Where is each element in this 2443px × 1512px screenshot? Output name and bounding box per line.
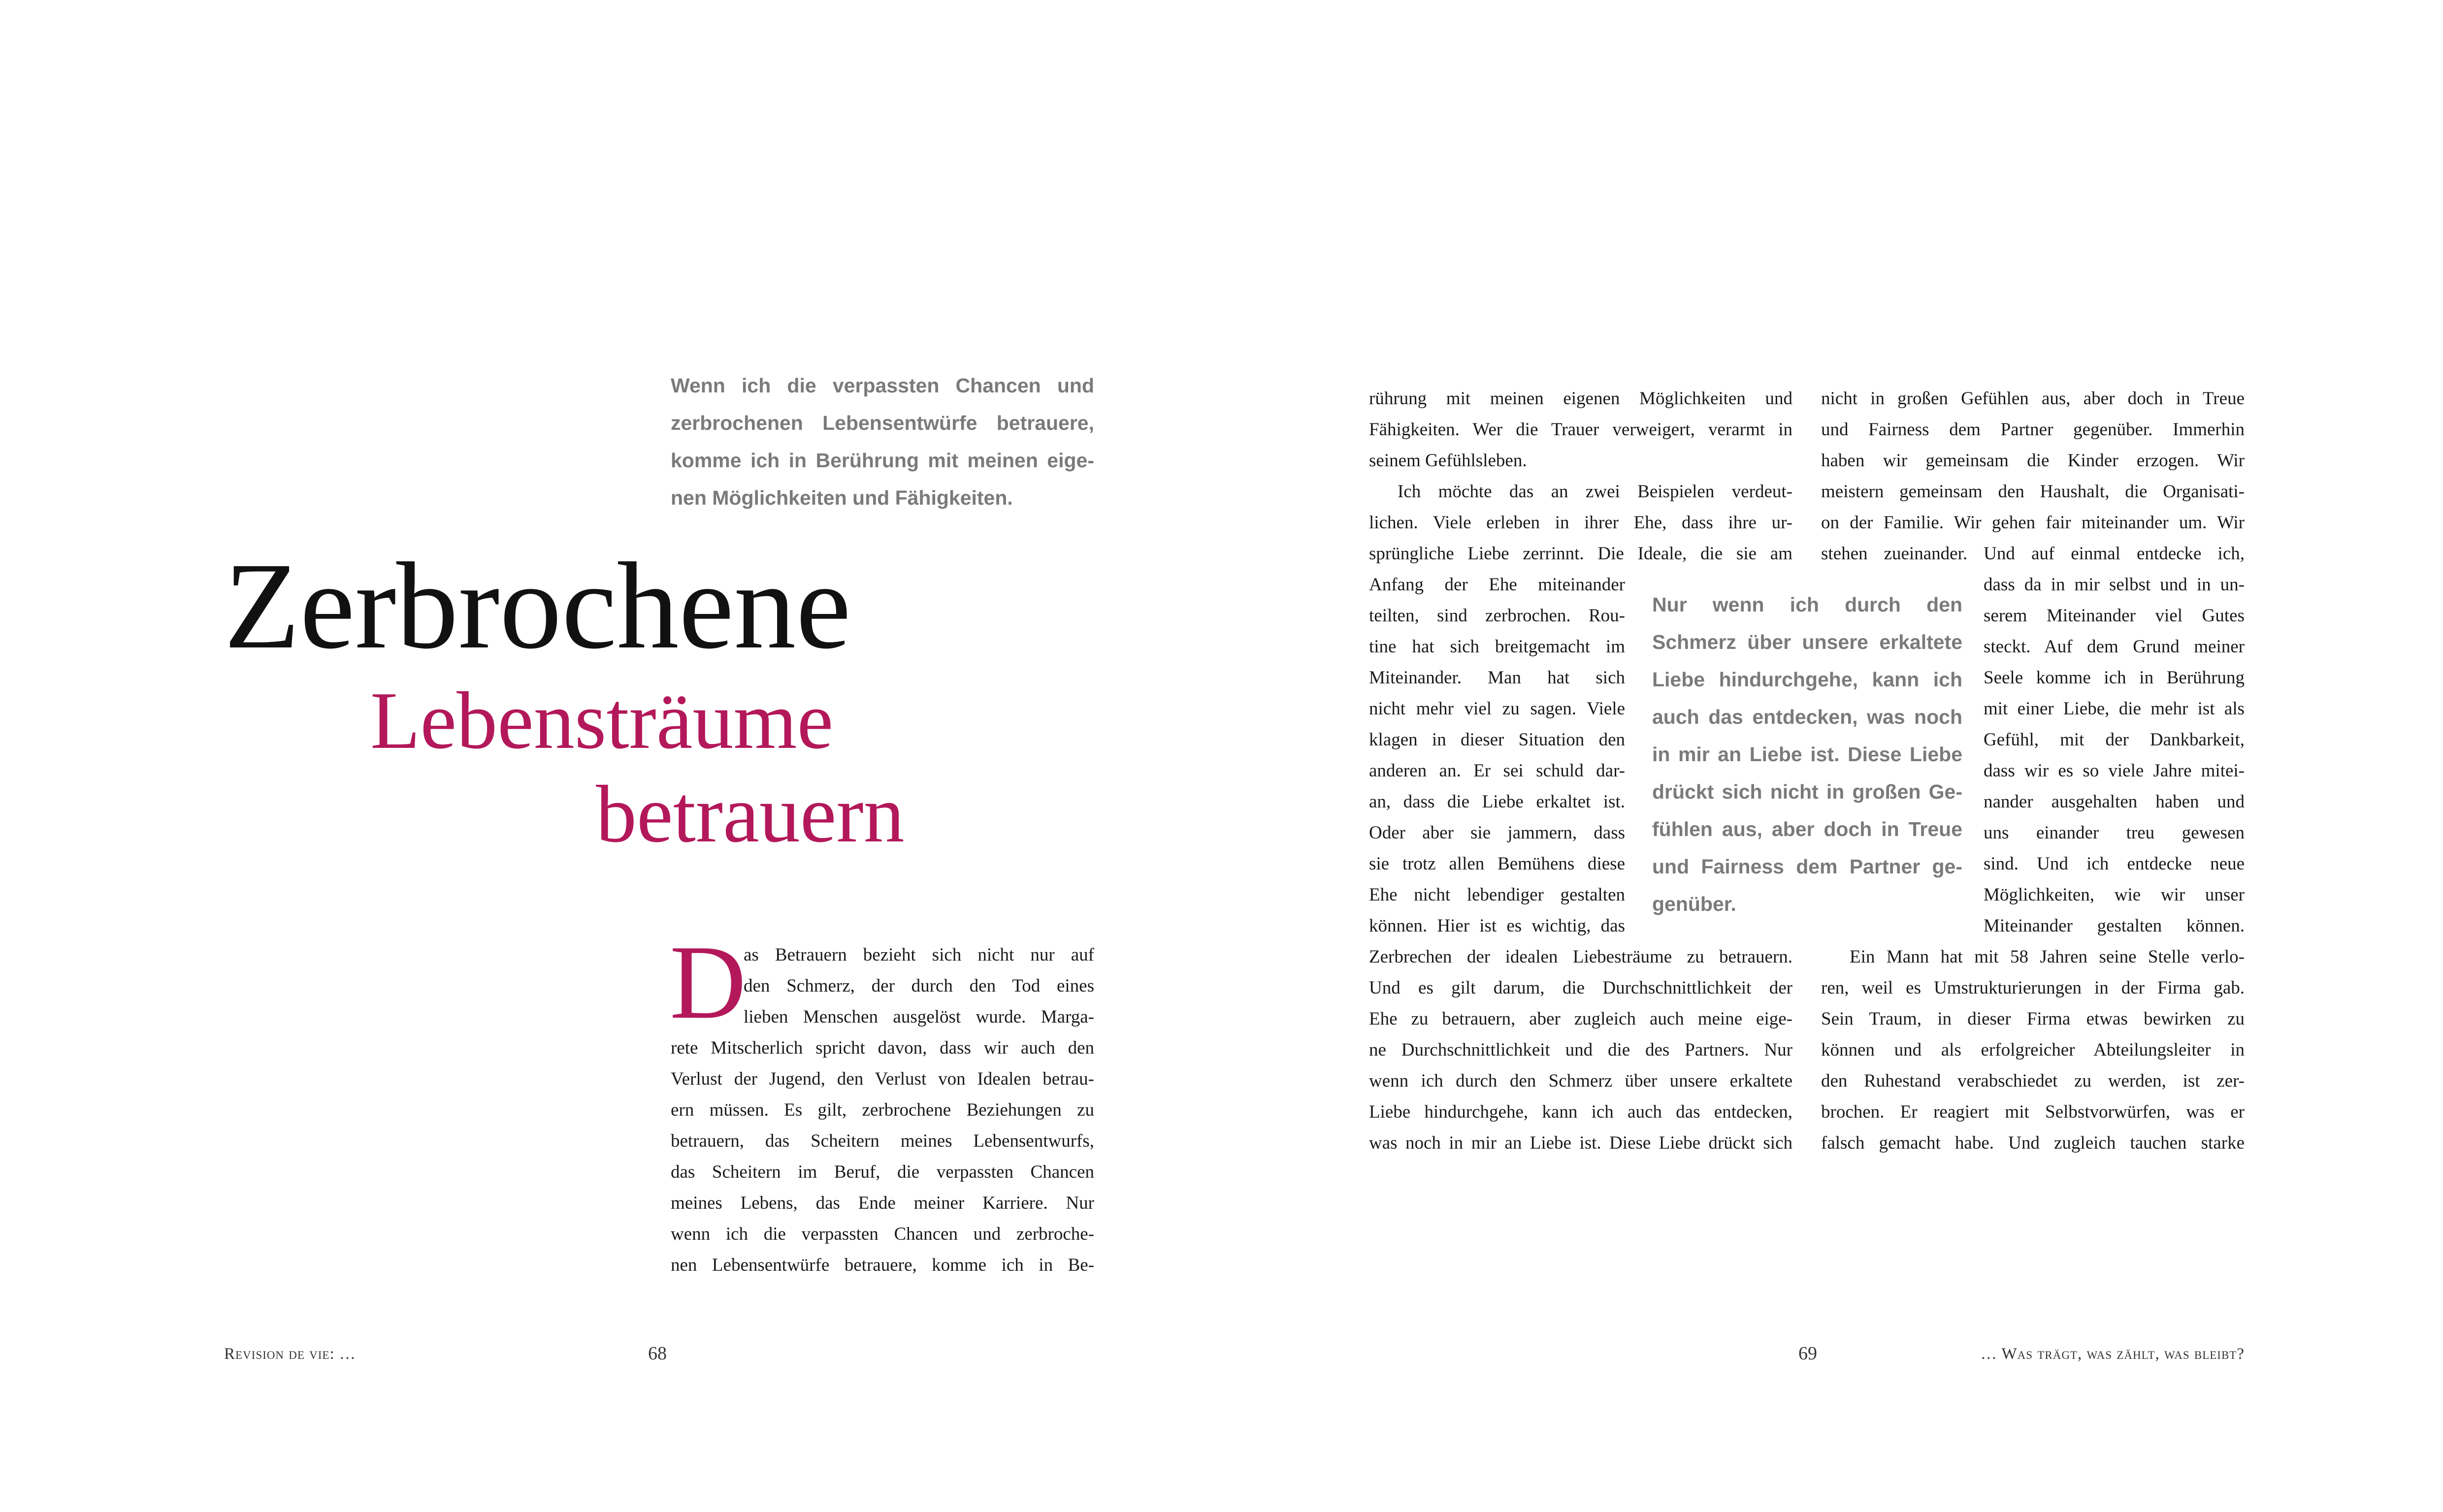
body-line: tine hat sich breitgemacht im	[1369, 637, 1625, 657]
body-line: können und als erfolgreicher Abteilungsleiter in	[1821, 1040, 2245, 1060]
body-line: ren, weil es Umstrukturierungen in der Firma gab.	[1821, 978, 2245, 998]
body-line: was noch in mir an Liebe ist. Diese Liebe drückt sich	[1369, 1133, 1792, 1153]
body-line: rete Mitscherlich spricht davon, dass wir auch den	[671, 1038, 1094, 1058]
body-line: stehen zueinander. Und auf einmal entdecke ich,	[1821, 544, 2245, 564]
body-line: nicht in großen Gefühlen aus, aber doch in Treue	[1821, 388, 2245, 409]
pull-quote-line: auch das entdecken, was noch	[1652, 706, 1962, 728]
body-line: Seele komme ich in Berührung	[1984, 668, 2245, 688]
body-line: Fähigkeiten. Wer die Trauer verweigert, verarmt in	[1369, 419, 1792, 440]
body-line: nander ausgehalten haben und	[1984, 792, 2245, 812]
page-number-right: 69	[1798, 1343, 1817, 1364]
body-line: lichen. Viele erleben in ihrer Ehe, dass ihre ur-	[1369, 513, 1792, 533]
body-line: ern müssen. Es gilt, zerbrochene Beziehungen zu	[671, 1100, 1094, 1120]
pull-quote-line: Schmerz über unsere erkaltete	[1652, 631, 1962, 653]
body-line: dass da in mir selbst und in un-	[1984, 575, 2245, 595]
body-line: anderen an. Er sei schuld dar-	[1369, 761, 1625, 781]
body-line: serem Miteinander viel Gutes	[1984, 606, 2245, 626]
body-line: dass wir es so viele Jahre mitei-	[1984, 761, 2245, 781]
body-line: Möglichkeiten, wie wir unser	[1984, 885, 2245, 905]
body-line: an, dass die Liebe erkaltet ist.	[1369, 792, 1625, 812]
intro-line: zerbrochenen Lebensentwürfe betrauere,	[671, 412, 1094, 434]
body-line: meines Lebens, das Ende meiner Karriere. Nur	[671, 1193, 1094, 1213]
pull-quote-line: in mir an Liebe ist. Diese Liebe	[1652, 743, 1962, 766]
body-line: sind. Und ich entdecke neue	[1984, 854, 2245, 874]
body-line: den Ruhestand verabschiedet zu werden, ist zer-	[1821, 1071, 2245, 1091]
intro-line: komme ich in Berührung mit meinen eige-	[671, 449, 1094, 472]
body-line: uns einander treu gewesen	[1984, 823, 2245, 843]
body-line: Sein Traum, in dieser Firma etwas bewirken zu	[1821, 1009, 2245, 1029]
body-line: on der Familie. Wir gehen fair miteinander um. Wir	[1821, 513, 2245, 533]
pull-quote-line: Nur wenn ich durch den	[1652, 593, 1962, 616]
body-line: haben wir gemeinsam die Kinder erzogen. Wir	[1821, 450, 2245, 471]
body-line: Und es gilt darum, die Durchschnittlichkeit der	[1369, 978, 1792, 998]
body-line: wenn ich die verpassten Chancen und zerbroche-	[671, 1224, 1094, 1244]
body-line: ne Durchschnittlichkeit und die des Partners. Nur	[1369, 1040, 1792, 1060]
chapter-subtitle-line1: Lebensträume	[370, 675, 834, 766]
pull-quote-line: Liebe hindurchgehe, kann ich	[1652, 668, 1962, 691]
body-line: Zerbrechen der idealen Liebesträume zu betrauern.	[1369, 947, 1792, 967]
drop-cap: D	[670, 923, 747, 1041]
pull-quote-line: genüber.	[1652, 893, 1736, 915]
running-head-right: … Was trägt, was zählt, was bleibt?	[1980, 1345, 2245, 1363]
body-line: Ehe zu betrauern, aber zugleich auch meine eige-	[1369, 1009, 1792, 1029]
body-line: Verlust der Jugend, den Verlust von Idealen betrau-	[671, 1069, 1094, 1089]
body-line: Ein Mann hat mit 58 Jahren seine Stelle verlo-	[1850, 947, 2245, 967]
body-line: Miteinander. Man hat sich	[1369, 668, 1625, 688]
body-line: Miteinander gestalten können.	[1984, 916, 2245, 936]
body-line: und Fairness dem Partner gegenüber. Immerhin	[1821, 419, 2245, 440]
pull-quote-line: und Fairness dem Partner ge-	[1652, 855, 1962, 878]
body-line: mit einer Liebe, die mehr ist als	[1984, 699, 2245, 719]
body-line: sie trotz allen Bemühens diese	[1369, 854, 1625, 874]
chapter-title: Zerbrochene	[224, 537, 851, 675]
body-line: lieben Menschen ausgelöst wurde. Marga-	[744, 1007, 1094, 1027]
intro-line: Wenn ich die verpassten Chancen und	[671, 374, 1094, 397]
pull-quote-line: drückt sich nicht in großen Ge-	[1652, 780, 1962, 803]
running-head-left: Revision de vie: …	[224, 1345, 356, 1363]
body-line: meistern gemeinsam den Haushalt, die Organisati-	[1821, 482, 2245, 502]
body-line: falsch gemacht habe. Und zugleich tauchen starke	[1821, 1133, 2245, 1153]
body-line: Liebe hindurchgehe, kann ich auch das entdecken,	[1369, 1102, 1792, 1122]
chapter-subtitle-line2: betrauern	[596, 769, 905, 859]
body-line: betrauern, das Scheitern meines Lebensentwurfs,	[671, 1131, 1094, 1151]
body-line: Oder aber sie jammern, dass	[1369, 823, 1625, 843]
pull-quote-line: fühlen aus, aber doch in Treue	[1652, 818, 1962, 840]
body-line: den Schmerz, der durch den Tod eines	[744, 976, 1094, 996]
body-line: brochen. Er reagiert mit Selbstvorwürfen, was er	[1821, 1102, 2245, 1122]
body-line: teilten, sind zerbrochen. Rou-	[1369, 606, 1625, 626]
body-line: wenn ich durch den Schmerz über unsere erkaltete	[1369, 1071, 1792, 1091]
body-line: Ich möchte das an zwei Beispielen verdeut-	[1398, 482, 1792, 502]
body-line: as Betrauern bezieht sich nicht nur auf	[744, 945, 1094, 965]
body-line: steckt. Auf dem Grund meiner	[1984, 637, 2245, 657]
body-line: nen Lebensentwürfe betrauere, komme ich in Be-	[671, 1255, 1094, 1275]
body-line: Anfang der Ehe miteinander	[1369, 575, 1625, 595]
body-line: das Scheitern im Beruf, die verpassten Chancen	[671, 1162, 1094, 1182]
body-line: Ehe nicht lebendiger gestalten	[1369, 885, 1625, 905]
intro-line: nen Möglichkeiten und Fähigkeiten.	[671, 486, 1013, 509]
body-line: klagen in dieser Situation den	[1369, 730, 1625, 750]
body-line: Gefühl, mit der Dankbarkeit,	[1984, 730, 2245, 750]
body-line: nicht mehr viel zu sagen. Viele	[1369, 699, 1625, 719]
body-line: seinem Gefühlsleben.	[1369, 450, 1527, 471]
body-line: sprüngliche Liebe zerrinnt. Die Ideale, die sie am	[1369, 544, 1792, 564]
body-line: können. Hier ist es wichtig, das	[1369, 916, 1625, 936]
page-number-left: 68	[648, 1343, 667, 1364]
body-line: rührung mit meinen eigenen Möglichkeiten und	[1369, 388, 1792, 409]
